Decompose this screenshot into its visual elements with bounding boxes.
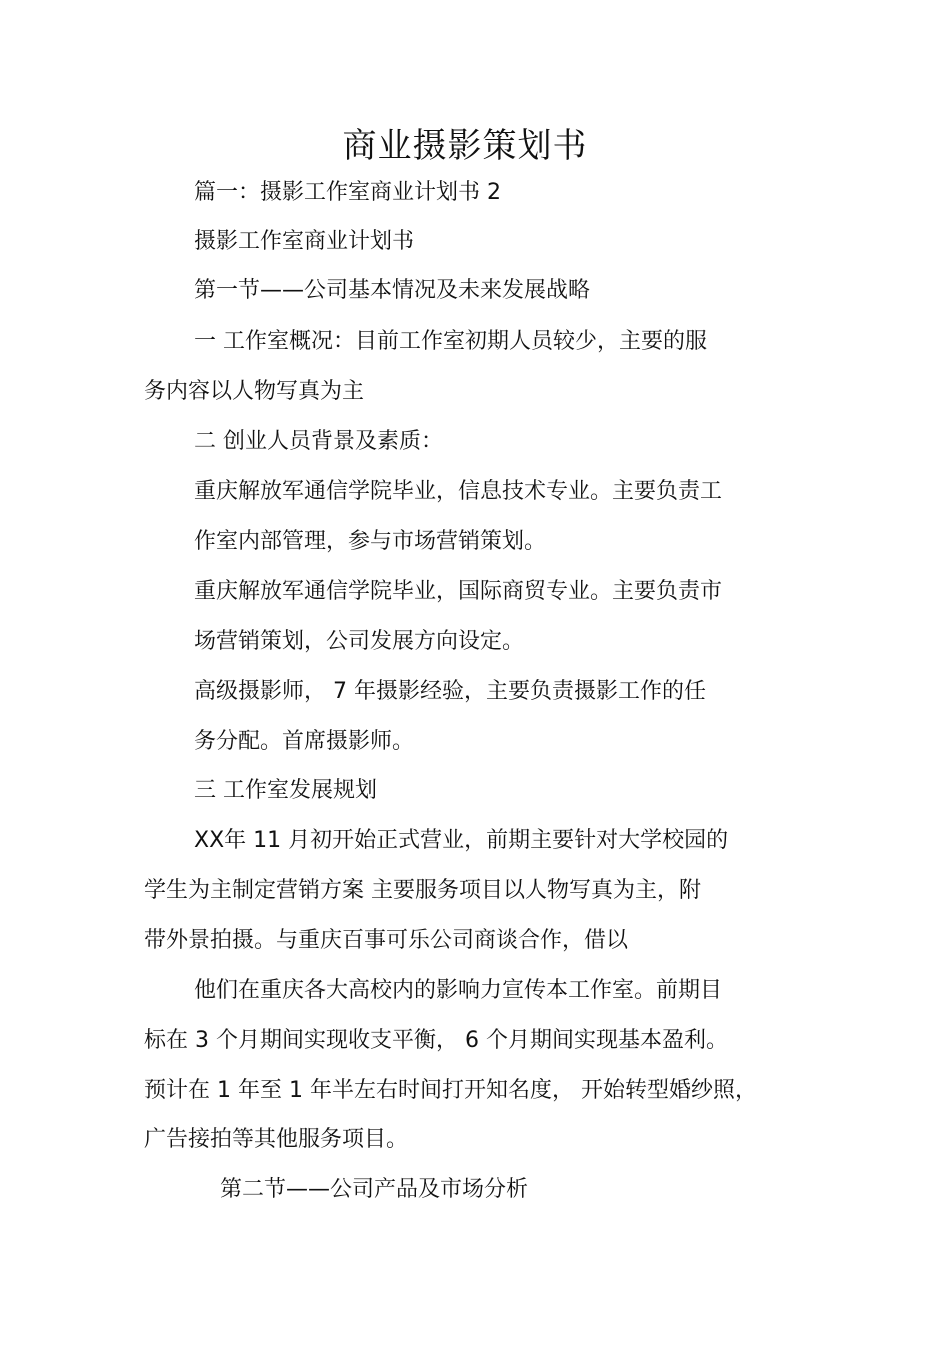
text-line: 学生为主制定营销方案 主要服务项目以人物写真为主，附 (144, 878, 701, 903)
section-heading: 第二节——公司产品及市场分析 (220, 1177, 529, 1202)
text-line: XX年 11 月初开始正式营业，前期主要针对大学校园的 (194, 828, 729, 853)
text-line: 务分配。首席摄影师。 (194, 729, 415, 754)
text-line: 二 创业人员背景及素质： (194, 429, 443, 454)
text-line: 广告接拍等其他服务项目。 (144, 1127, 409, 1152)
text-line: 一 工作室概况：目前工作室初期人员较少，主要的服 (194, 329, 707, 354)
text-line: 他们在重庆各大高校内的影响力宣传本工作室。前期目 (194, 978, 723, 1003)
text-line: 标在 3 个月期间实现收支平衡， 6 个月期间实现基本盈利。 (144, 1028, 728, 1053)
text-line: 务内容以人物写真为主 (144, 379, 365, 404)
text-line: 重庆解放军通信学院毕业，国际商贸专业。主要负责市 (194, 579, 723, 604)
text-line: 场营销策划，公司发展方向设定。 (194, 629, 525, 654)
text-line: 重庆解放军通信学院毕业，信息技术专业。主要负责工 (194, 479, 723, 504)
section-heading: 第一节——公司基本情况及未来发展战略 (194, 278, 591, 303)
document-title: 商业摄影策划书 (342, 126, 588, 166)
text-line: 摄影工作室商业计划书 (194, 229, 415, 254)
text-line: 高级摄影师， 7 年摄影经验，主要负责摄影工作的任 (194, 679, 706, 704)
text-line: 三 工作室发展规划 (194, 778, 377, 803)
text-line: 预计在 1 年至 1 年半左右时间打开知名度， 开始转型婚纱照， (144, 1078, 757, 1103)
text-line: 带外景拍摄。与重庆百事可乐公司商谈合作，借以 (144, 928, 629, 953)
text-line: 篇一：摄影工作室商业计划书 2 (194, 180, 501, 205)
text-line: 作室内部管理，参与市场营销策划。 (194, 529, 547, 554)
